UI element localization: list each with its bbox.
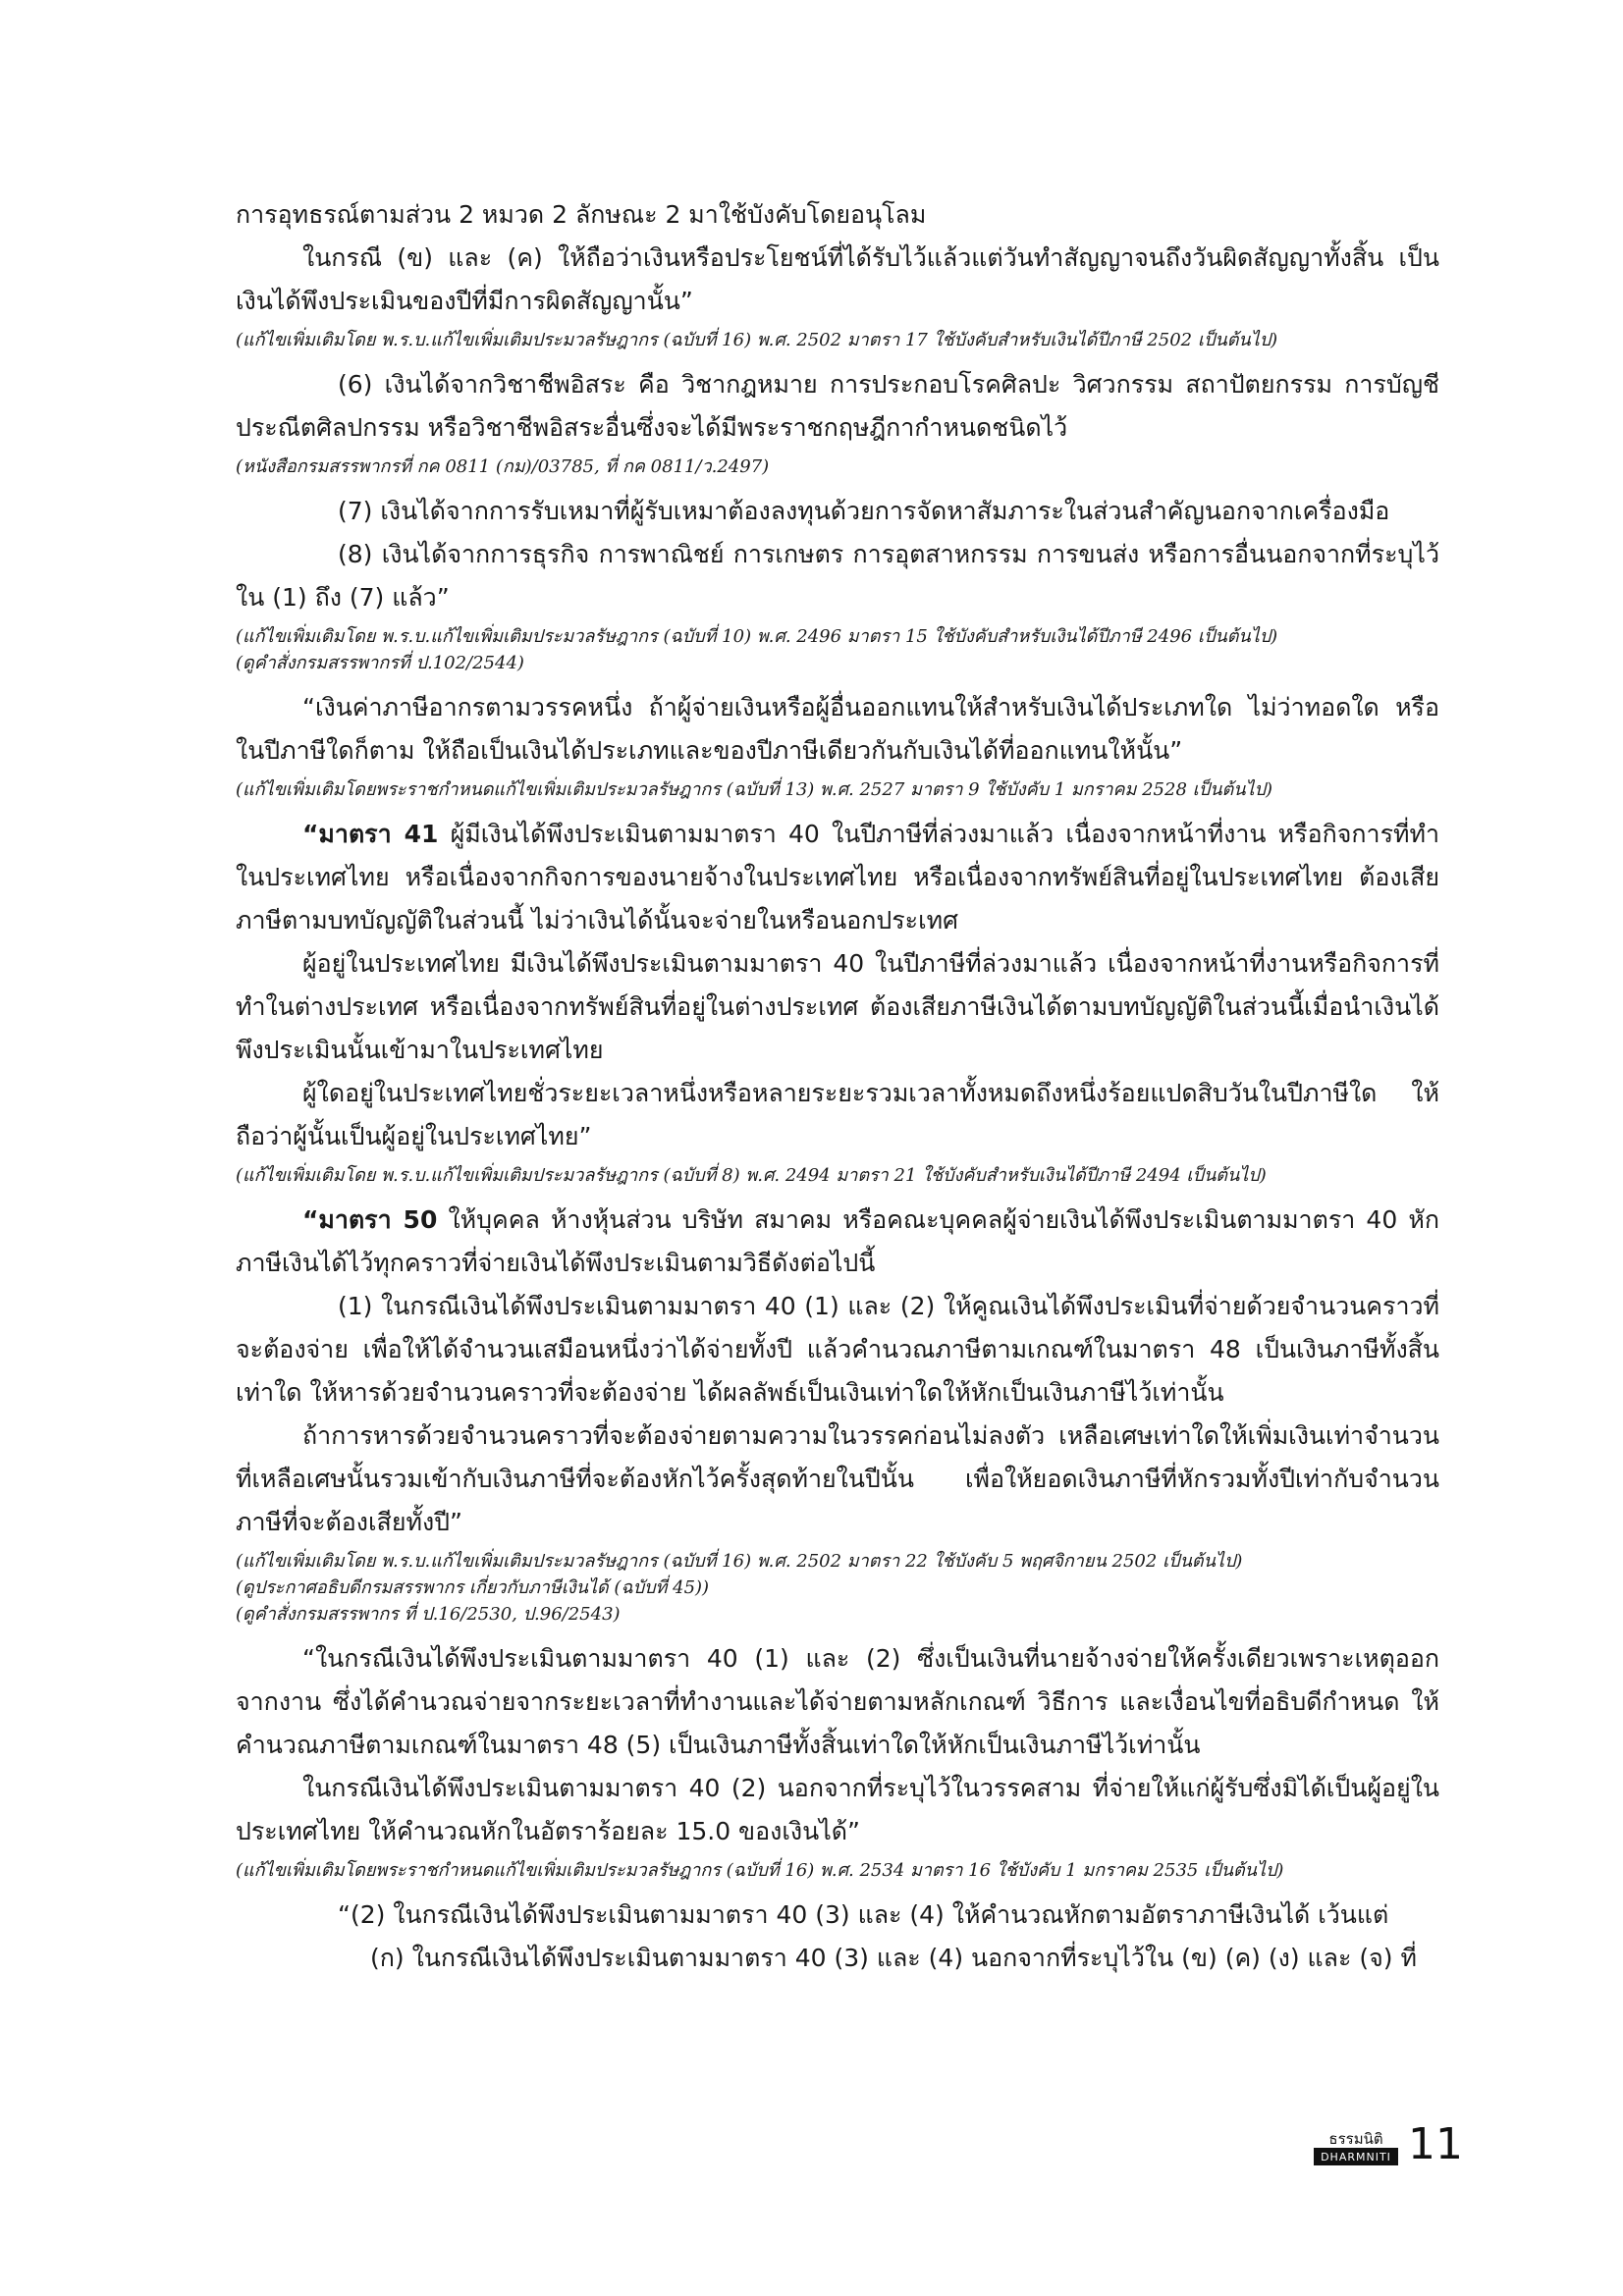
body-paragraph [236, 1285, 1439, 1415]
body-paragraph [236, 813, 1439, 942]
body-paragraph [236, 1072, 1439, 1158]
publisher-logo-thai: ธรรมนิติ [1314, 2130, 1398, 2150]
citation-note [236, 1857, 1439, 1884]
section-heading: “มาตรา 41 [302, 820, 439, 848]
citation-line: (แก้ไขเพิ่มเติมโดย พ.ร.บ.แก้ไขเพิ่มเติมประมวลรัษฎากร (ฉบับที่ 8) พ.ศ. 2494 มาตรา 21 ใช้บังคับสำหรับเงินได้ปีภาษี 2494 เป็นต้นไป) [236, 1165, 1267, 1186]
citation-note [236, 1548, 1439, 1628]
paragraph-text: ผู้อยู่ในประเทศไทย มีเงินได้พึงประเมินตามมาตรา 40 ในปีภาษีที่ล่วงมาแล้ว เนื่องจากหน้าที่งานหรือกิจการที่ทำในต่างประเทศ หรือเนื่องจากทรัพย์สินที่อยู่ในต่างประเทศ ต้องเสียภาษีเงินได้ตามบทบัญญัติในส่วนนี้เมื่อนำเงินได้พึงประเมินนั้นเข้ามาในประเทศไทย [236, 949, 1439, 1064]
citation-note [236, 327, 1439, 353]
body-paragraph [236, 1415, 1439, 1544]
paragraph-text: “(2) ในกรณีเงินได้พึงประเมินตามมาตรา 40 (3) และ (4) ให้คำนวณหักตามอัตราภาษีเงินได้ เว้นแต่ [338, 1900, 1389, 1929]
citation-line: (ดูคำสั่งกรมสรรพากรที่ ป.102/2544) [236, 653, 524, 673]
citation-line: (แก้ไขเพิ่มเติมโดย พ.ร.บ.แก้ไขเพิ่มเติมประมวลรัษฎากร (ฉบับที่ 16) พ.ศ. 2502 มาตรา 22 ใช้บังคับ 5 พฤศจิกายน 2502 เป็นต้นไป) [236, 1551, 1243, 1572]
body-paragraph [236, 533, 1439, 619]
body-paragraph [236, 1937, 1439, 1980]
page-number: 11 [1408, 2119, 1463, 2169]
paragraph-text: ในกรณี (ข) และ (ค) ให้ถือว่าเงินหรือประโยชน์ที่ได้รับไว้แล้วแต่วันทำสัญญาจนถึงวันผิดสัญญาทั้งสิ้น เป็นเงินได้พึงประเมินของปีที่มีการผิดสัญญานั้น” [236, 243, 1439, 315]
paragraph-text: “ในกรณีเงินได้พึงประเมินตามมาตรา 40 (1) และ (2) ซึ่งเป็นเงินที่นายจ้างจ่ายให้ครั้งเดียวเพราะเหตุออกจากงาน ซึ่งได้คำนวณจ่ายจากระยะเวลาที่ทำงานและได้จ่ายตามหลักเกณฑ์ วิธีการ และเงื่อนไขที่อธิบดีกำหนด ให้คำนวณภาษีตามเกณฑ์ในมาตรา 48 (5) เป็นเงินภาษีทั้งสิ้นเท่าใดให้หักเป็นเงินภาษีไว้เท่านั้น [236, 1644, 1439, 1759]
document-body [236, 193, 1439, 1980]
body-paragraph [236, 363, 1439, 450]
paragraph-text: (ก) ในกรณีเงินได้พึงประเมินตามมาตรา 40 (3) และ (4) นอกจากที่ระบุไว้ใน (ข) (ค) (ง) และ (จ) ที่ [370, 1944, 1417, 1972]
paragraph-text: “เงินค่าภาษีอากรตามวรรคหนึ่ง ถ้าผู้จ่ายเงินหรือผู้อื่นออกแทนให้สำหรับเงินได้ประเภทใด ไม่ว่าทอดใด หรือในปีภาษีใดก็ตาม ให้ถือเป็นเงินได้ประเภทและของปีภาษีเดียวกันกับเงินได้ที่ออกแทนให้นั้น” [236, 693, 1439, 765]
body-paragraph [236, 1894, 1439, 1937]
body-paragraph [236, 1199, 1439, 1285]
body-paragraph [236, 193, 1439, 237]
citation-line: (แก้ไขเพิ่มเติมโดย พ.ร.บ.แก้ไขเพิ่มเติมประมวลรัษฎากร (ฉบับที่ 10) พ.ศ. 2496 มาตรา 15 ใช้บังคับสำหรับเงินได้ปีภาษี 2496 เป็นต้นไป) [236, 626, 1278, 647]
citation-line: (แก้ไขเพิ่มเติมโดยพระราชกำหนดแก้ไขเพิ่มเติมประมวลรัษฎากร (ฉบับที่ 16) พ.ศ. 2534 มาตรา 16 ใช้บังคับ 1 มกราคม 2535 เป็นต้นไป) [236, 1860, 1284, 1881]
publisher-logo-latin: DHARMNITI [1314, 2150, 1398, 2165]
citation-line: (แก้ไขเพิ่มเติมโดย พ.ร.บ.แก้ไขเพิ่มเติมประมวลรัษฎากร (ฉบับที่ 16) พ.ศ. 2502 มาตรา 17 ใช้บังคับสำหรับเงินได้ปีภาษี 2502 เป็นต้นไป) [236, 330, 1278, 350]
body-paragraph [236, 1767, 1439, 1853]
citation-line: (แก้ไขเพิ่มเติมโดยพระราชกำหนดแก้ไขเพิ่มเติมประมวลรัษฎากร (ฉบับที่ 13) พ.ศ. 2527 มาตรา 9 ใช้บังคับ 1 มกราคม 2528 เป็นต้นไป) [236, 779, 1273, 800]
paragraph-text: (8) เงินได้จากการธุรกิจ การพาณิชย์ การเกษตร การอุตสาหกรรม การขนส่ง หรือการอื่นนอกจากที่ระบุไว้ใน (1) ถึง (7) แล้ว” [236, 540, 1439, 612]
citation-note [236, 454, 1439, 480]
paragraph-text: (6) เงินได้จากวิชาชีพอิสระ คือ วิชากฎหมาย การประกอบโรคศิลปะ วิศวกรรม สถาปัตยกรรม การบัญชี ประณีตศิลปกรรม หรือวิชาชีพอิสระอื่นซึ่งจะได้มีพระราชกฤษฎีกากำหนดชนิดไว้ [236, 370, 1439, 442]
paragraph-text: ให้บุคคล ห้างหุ้นส่วน บริษัท สมาคม หรือคณะบุคคลผู้จ่ายเงินได้พึงประเมินตามมาตรา 40 หักภาษีเงินได้ไว้ทุกคราวที่จ่ายเงินได้พึงประเมินตามวิธีดังต่อไปนี้ [236, 1205, 1439, 1277]
section-heading: “มาตรา 50 [302, 1205, 438, 1234]
citation-line: (ดูคำสั่งกรมสรรพากร ที่ ป.16/2530, ป.96/2543) [236, 1604, 621, 1625]
paragraph-text: ผู้ใดอยู่ในประเทศไทยชั่วระยะเวลาหนึ่งหรือหลายระยะรวมเวลาทั้งหมดถึงหนึ่งร้อยแปดสิบวันในปีภาษีใด ให้ถือว่าผู้นั้นเป็นผู้อยู่ในประเทศไทย” [236, 1079, 1439, 1150]
paragraph-text: ถ้าการหารด้วยจำนวนคราวที่จะต้องจ่ายตามความในวรรคก่อนไม่ลงตัว เหลือเศษเท่าใดให้เพิ่มเงินเท่าจำนวนที่เหลือเศษนั้นรวมเข้ากับเงินภาษีที่จะต้องหักไว้ครั้งสุดท้ายในปีนั้น เพื่อให้ยอดเงินภาษีที่หักรวมทั้งปีเท่ากับจำนวนภาษีที่จะต้องเสียทั้งปี” [236, 1421, 1439, 1536]
citation-line: (ดูประกาศอธิบดีกรมสรรพากร เกี่ยวกับภาษีเงินได้ (ฉบับที่ 45)) [236, 1577, 710, 1598]
citation-note [236, 1162, 1439, 1189]
body-paragraph [236, 686, 1439, 773]
paragraph-text: ผู้มีเงินได้พึงประเมินตามมาตรา 40 ในปีภาษีที่ล่วงมาแล้ว เนื่องจากหน้าที่งาน หรือกิจการที่ทำในประเทศไทย หรือเนื่องจากกิจการของนายจ้างในประเทศไทย หรือเนื่องจากทรัพย์สินที่อยู่ในประเทศไทย ต้องเสียภาษีตามบทบัญญัติในส่วนนี้ ไม่ว่าเงินได้นั้นจะจ่ายในหรือนอกประเทศ [236, 820, 1439, 934]
paragraph-text: ในกรณีเงินได้พึงประเมินตามมาตรา 40 (2) นอกจากที่ระบุไว้ในวรรคสาม ที่จ่ายให้แก่ผู้รับซึ่งมิได้เป็นผู้อยู่ในประเทศไทย ให้คำนวณหักในอัตราร้อยละ 15.0 ของเงินได้” [236, 1774, 1439, 1845]
citation-note [236, 776, 1439, 803]
body-paragraph [236, 942, 1439, 1072]
paragraph-text: (7) เงินได้จากการรับเหมาที่ผู้รับเหมาต้องลงทุนด้วยการจัดหาสัมภาระในส่วนสำคัญนอกจากเครื่องมือ [338, 497, 1390, 525]
citation-line: (หนังสือกรมสรรพากรที่ กค 0811 (กม)/03785, ที่ กค 0811/ว.2497) [236, 456, 770, 477]
paragraph-text: (1) ในกรณีเงินได้พึงประเมินตามมาตรา 40 (1) และ (2) ให้คูณเงินได้พึงประเมินที่จ่ายด้วยจำนวนคราวที่จะต้องจ่าย เพื่อให้ได้จำนวนเสมือนหนึ่งว่าได้จ่ายทั้งปี แล้วคำนวณภาษีตามเกณฑ์ในมาตรา 48 เป็นเงินภาษีทั้งสิ้นเท่าใด ให้หารด้วยจำนวนคราวที่จะต้องจ่าย ได้ผลลัพธ์เป็นเงินเท่าใดให้หักเป็นเงินภาษีไว้เท่านั้น [236, 1292, 1439, 1407]
body-paragraph [236, 237, 1439, 323]
body-paragraph [236, 1637, 1439, 1767]
body-paragraph [236, 490, 1439, 533]
paragraph-text: การอุทธรณ์ตามส่วน 2 หมวด 2 ลักษณะ 2 มาใช้บังคับโดยอนุโลม [236, 200, 927, 229]
publisher-logo [1314, 2130, 1398, 2165]
citation-note [236, 623, 1439, 676]
